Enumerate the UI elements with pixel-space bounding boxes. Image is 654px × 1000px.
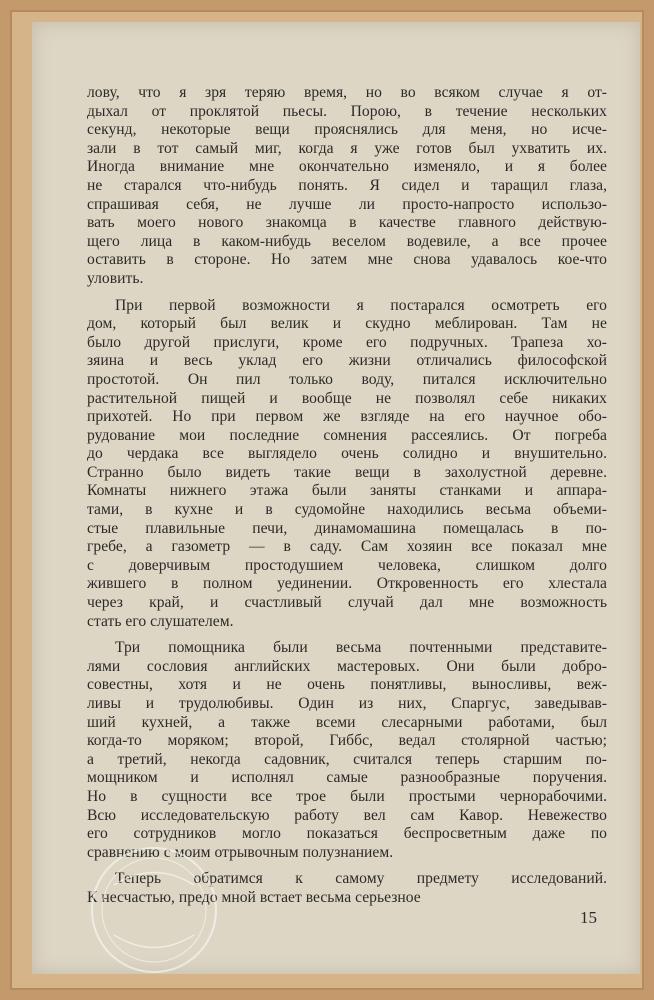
text-line: сравнению с моим отрывочным полузнанием.	[87, 843, 394, 861]
text-line: прихотей. Но при первом же взгляде на его научное обо-	[87, 408, 607, 426]
body-text	[87, 84, 607, 916]
text-line: ливы и трудолюбивы. Один из них, Спаргус, заведывав-	[87, 695, 607, 712]
text-line: стые плавильные печи, динамомашина помещалась в по-	[87, 519, 607, 537]
text-line: жившего в полном уединении. Откровенность его хлестала	[87, 575, 607, 593]
text-line: Но в сущности все трое были простыми чернорабочими.	[87, 787, 607, 805]
text-line: его сотрудников могло показаться беспросветным даже по	[87, 825, 607, 843]
text-line: Странно было видеть такие вещи в захолустной деревне.	[87, 463, 607, 481]
text-line: простотой. Он пил только воду, питался исключительно	[87, 370, 607, 388]
page-number: 15	[580, 908, 597, 927]
text-line: с доверчивым простодушием человека, слишком долго	[87, 556, 607, 574]
text-line: дом, который был велик и скудно меблирован. Там не	[87, 315, 607, 333]
book-page	[32, 22, 640, 974]
text-line: Иногда внимание мне окончательно изменяло, и я более	[87, 158, 607, 176]
text-line: гребе, а газометр — в саду. Сам хозяин все показал мне	[87, 538, 607, 556]
text-line: спрашивая себя, не лучше ли просто-напросто использо-	[87, 195, 607, 213]
text-line: дыхал от проклятой пьесы. Порою, в течение нескольких	[87, 102, 607, 120]
text-line: стать его слушателем.	[87, 612, 234, 630]
text-line: вать моего нового знакомца в качестве главного действую-	[87, 214, 607, 232]
text-line: зали в тот самый миг, когда я уже готов был ухватить их.	[87, 139, 607, 157]
text-line: тами, в кухне и в судомойне находились весьма объеми-	[87, 501, 607, 519]
text-line: Комнаты нижнего этажа были заняты станками и аппара-	[87, 482, 607, 500]
text-line: Три помощника были весьма почтенными представите-	[115, 639, 607, 657]
paragraph	[87, 297, 607, 632]
text-line: через край, и счастливый случай дал мне возможность	[87, 594, 607, 612]
text-line: Всю исследовательскую работу вел сам Кавор. Невежество	[87, 806, 607, 824]
text-line: уловить.	[87, 269, 144, 287]
text-line: мощником и исполнял самые разнообразные поручения.	[87, 769, 607, 787]
watermark-seal	[84, 840, 224, 980]
paragraph	[87, 639, 607, 862]
text-line: лову, что я зря теряю время, но во всяком случае я от-	[87, 84, 607, 101]
text-line: когда-то моряком; второй, Гиббс, ведал столярной частью;	[87, 732, 607, 750]
text-line: К несчастью, предо мной встает весьма серьезное	[87, 888, 421, 906]
text-line: щего лица в каком-нибудь веселом водевиле, а все прочее	[87, 232, 607, 250]
text-line: до чердака все выглядело очень солидно и внушительно.	[87, 445, 607, 463]
text-line: секунд, некоторые вещи прояснялись для меня, но исче-	[87, 121, 607, 139]
text-line: ший кухней, а также всеми слесарными работами, был	[87, 713, 607, 731]
text-line: лями сословия английских мастеровых. Они были добро-	[87, 657, 607, 675]
text-line: рудование мои последние сомнения рассеялись. От погреба	[87, 426, 607, 444]
text-line: было другой прислуги, кроме его подручных. Трапеза хо-	[87, 333, 607, 351]
text-line: а третий, некогда садовник, считался теперь старшим по-	[87, 750, 607, 768]
text-line: не старался что-нибудь понять. Я сидел и таращил глаза,	[87, 176, 607, 194]
paragraph	[87, 84, 607, 289]
text-line: растительной пищей и вообще не позволял себе никаких	[87, 389, 607, 407]
text-line: совестны, хотя и не очень понятливы, выносливы, веж-	[87, 676, 607, 694]
text-line: оставить в стороне. Но затем мне снова удавалось кое-что	[87, 251, 607, 269]
text-line: Теперь обратимся к самому предмету исследований.	[115, 870, 607, 888]
text-line: зяина и весь уклад его жизни отличались философской	[87, 352, 607, 370]
text-line: При первой возможности я постарался осмотреть его	[115, 296, 607, 314]
